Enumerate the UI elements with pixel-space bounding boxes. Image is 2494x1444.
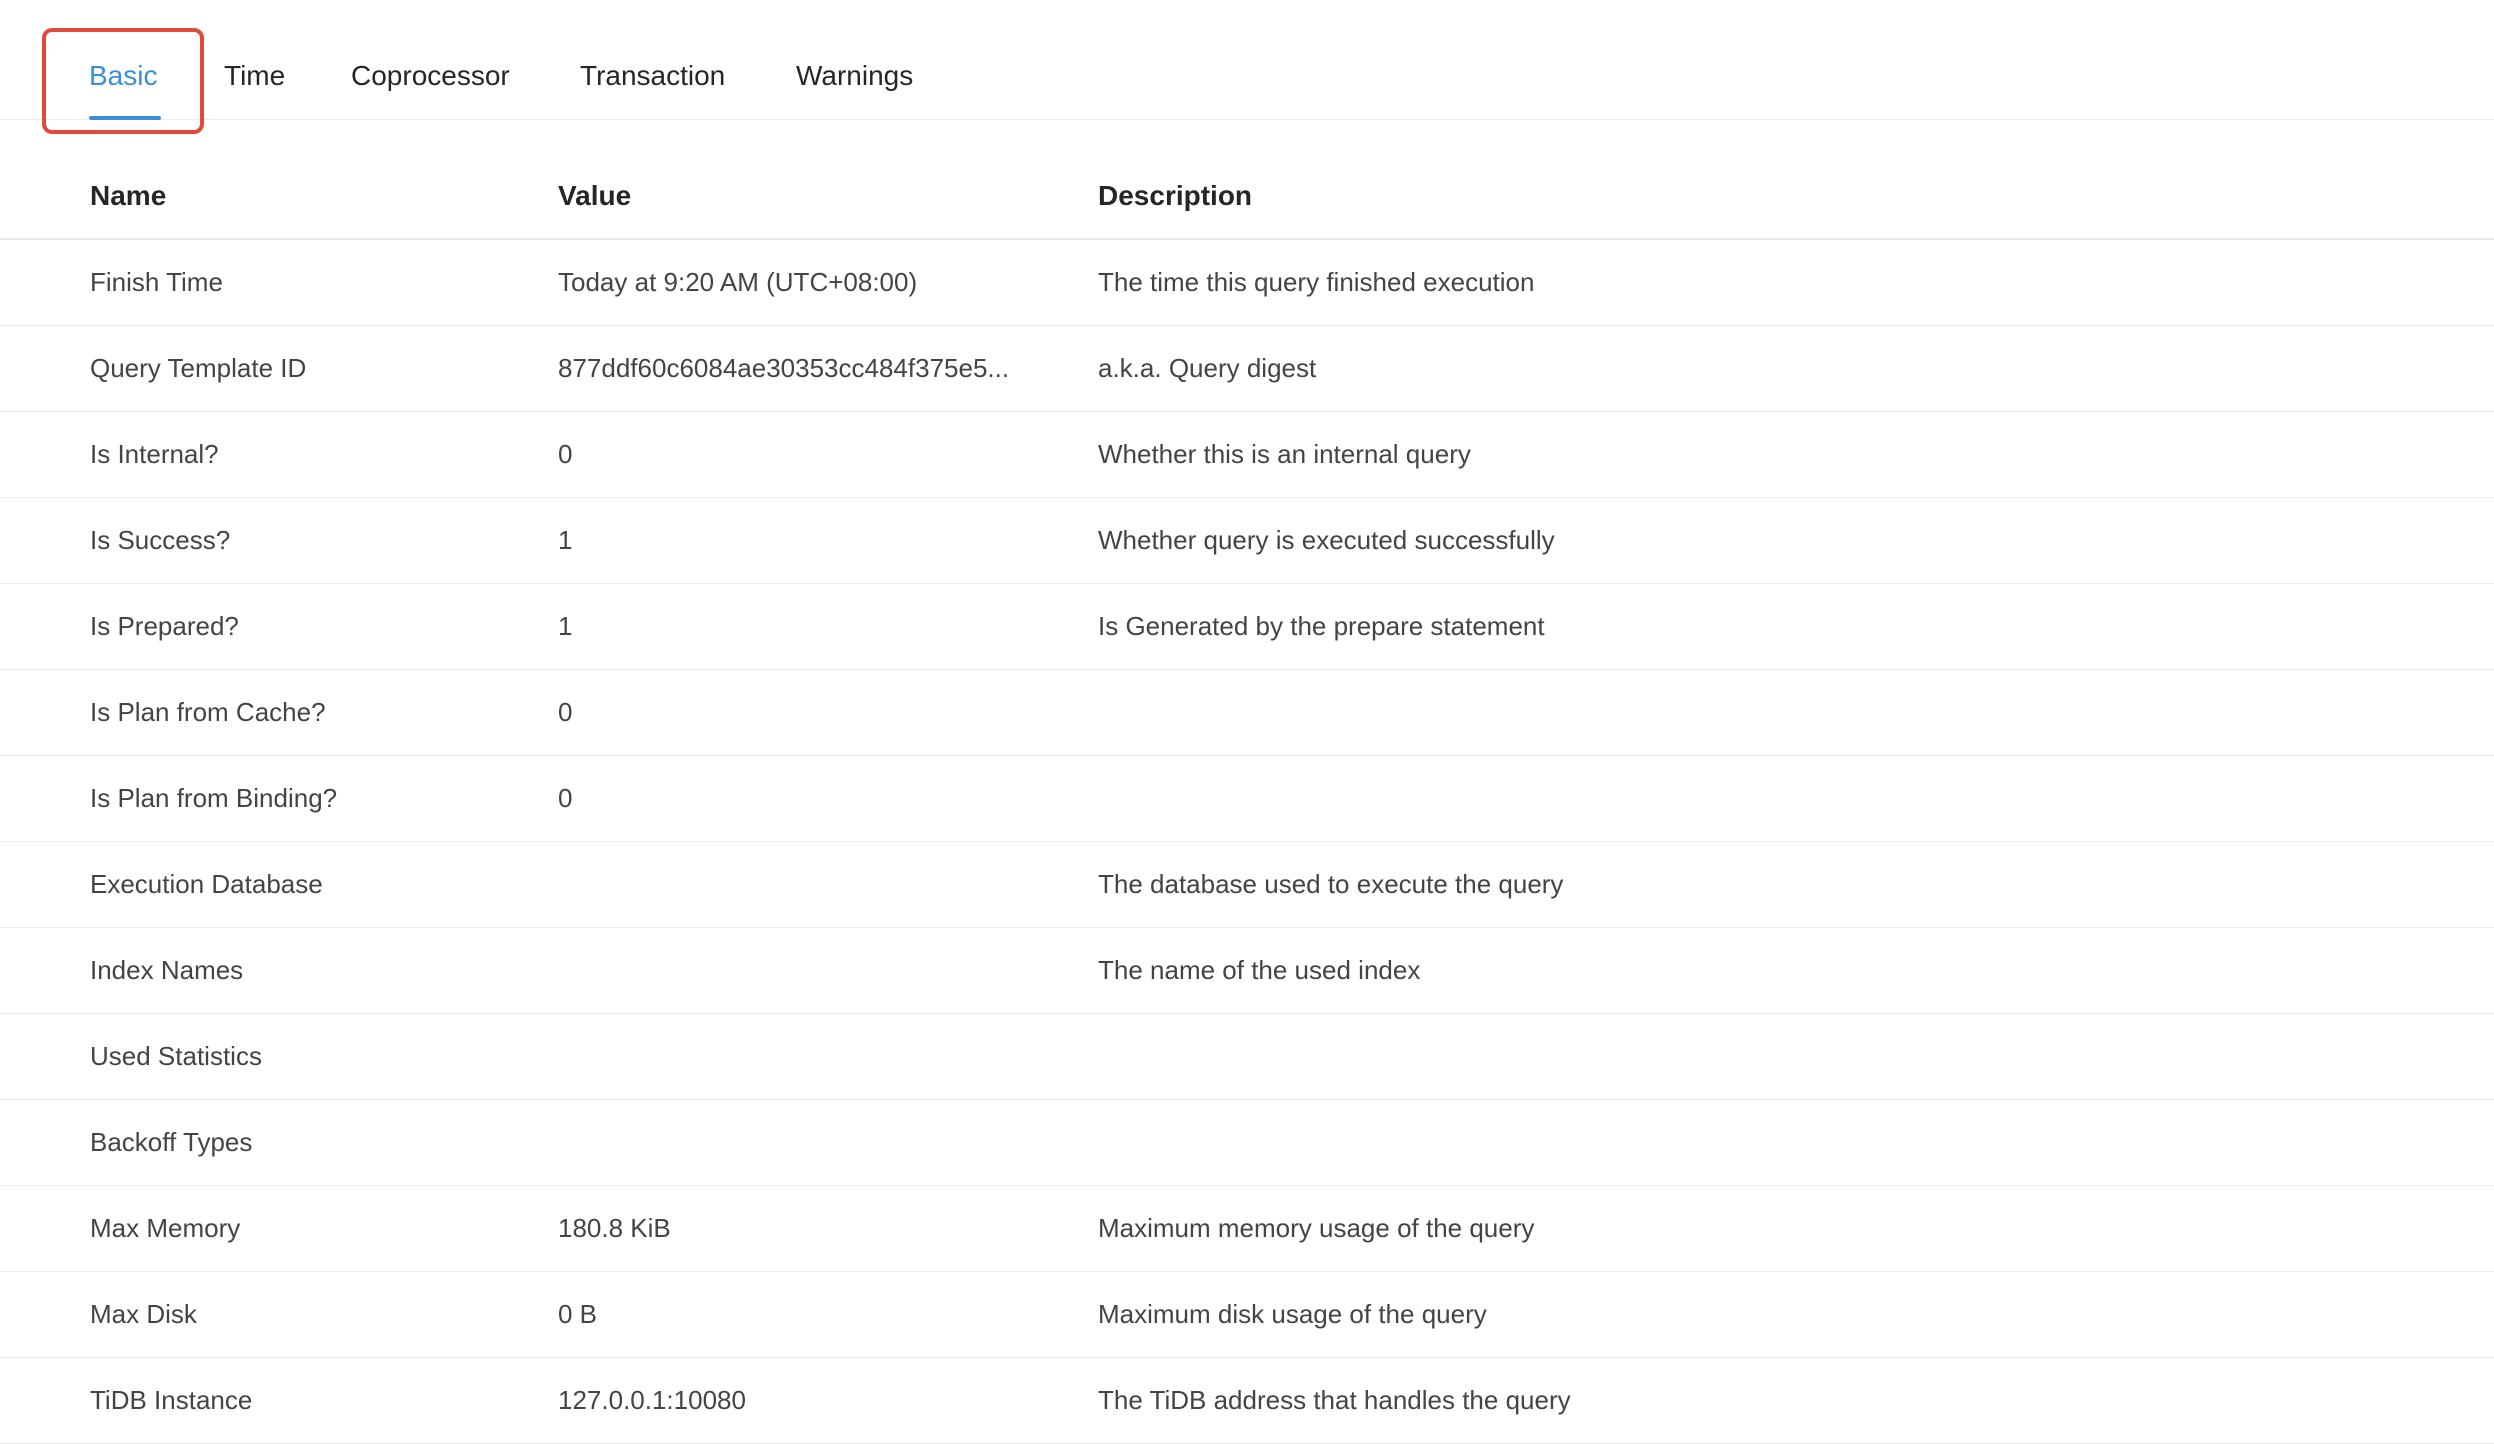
table-row [0,1358,2494,1444]
cell-name: Is Plan from Binding? [90,783,338,813]
cell-name: Is Internal? [90,439,219,469]
column-header-description: Description [1098,180,1253,211]
tab-warnings[interactable]: Warnings [796,60,914,91]
cell-name: Is Prepared? [90,611,239,641]
cell-description: Maximum disk usage of the query [1098,1299,1487,1329]
cell-description: The name of the used index [1098,955,1421,985]
tab-transaction[interactable]: Transaction [580,60,726,91]
tab-basic[interactable]: Basic [89,60,158,91]
cell-name: TiDB Instance [90,1385,253,1415]
cell-description: The time this query finished execution [1098,267,1535,297]
cell-value: 877ddf60c6084ae30353cc484f375e5... [558,353,1010,383]
cell-name: Execution Database [90,869,323,899]
cell-value: 0 B [558,1299,598,1329]
table-row [0,842,2494,928]
tab-bar [0,0,2494,120]
tab-coprocessor[interactable]: Coprocessor [351,60,510,91]
table-row [0,756,2494,842]
cell-description: Is Generated by the prepare statement [1098,611,1545,641]
cell-value: 0 [558,439,573,469]
cell-value: 1 [558,611,573,641]
cell-name: Backoff Types [90,1127,253,1157]
tab-time[interactable]: Time [224,60,286,91]
cell-name: Query Template ID [90,353,307,383]
cell-name: Finish Time [90,267,223,297]
cell-name: Is Success? [90,525,231,555]
table-row [0,1186,2494,1272]
column-header-name: Name [90,180,167,211]
table-row [0,412,2494,498]
cell-description: Maximum memory usage of the query [1098,1213,1535,1243]
cell-description: Whether query is executed successfully [1098,525,1555,555]
cell-name: Max Disk [90,1299,197,1329]
table-row [0,498,2494,584]
cell-description: Whether this is an internal query [1098,439,1471,469]
cell-description: The database used to execute the query [1098,869,1564,899]
cell-name: Max Memory [90,1213,241,1243]
table-row [0,584,2494,670]
table-row [0,670,2494,756]
table-header [0,120,2494,240]
table-body [0,240,2494,1444]
cell-name: Index Names [90,955,244,985]
cell-value: 0 [558,783,573,813]
cell-name: Used Statistics [90,1041,262,1071]
table-row [0,1100,2494,1186]
column-header-value: Value [558,180,632,211]
cell-description: a.k.a. Query digest [1098,353,1317,383]
cell-name: Is Plan from Cache? [90,697,326,727]
cell-value: 1 [558,525,573,555]
details-table [0,120,2494,1444]
table-row [0,1272,2494,1358]
cell-description: The TiDB address that handles the query [1098,1385,1571,1415]
table-row [0,1014,2494,1100]
cell-value: 0 [558,697,573,727]
table-row [0,326,2494,412]
table-row [0,240,2494,326]
cell-value: Today at 9:20 AM (UTC+08:00) [558,267,918,297]
cell-value: 180.8 KiB [558,1213,671,1243]
table-row [0,928,2494,1014]
cell-value: 127.0.0.1:10080 [558,1385,746,1415]
